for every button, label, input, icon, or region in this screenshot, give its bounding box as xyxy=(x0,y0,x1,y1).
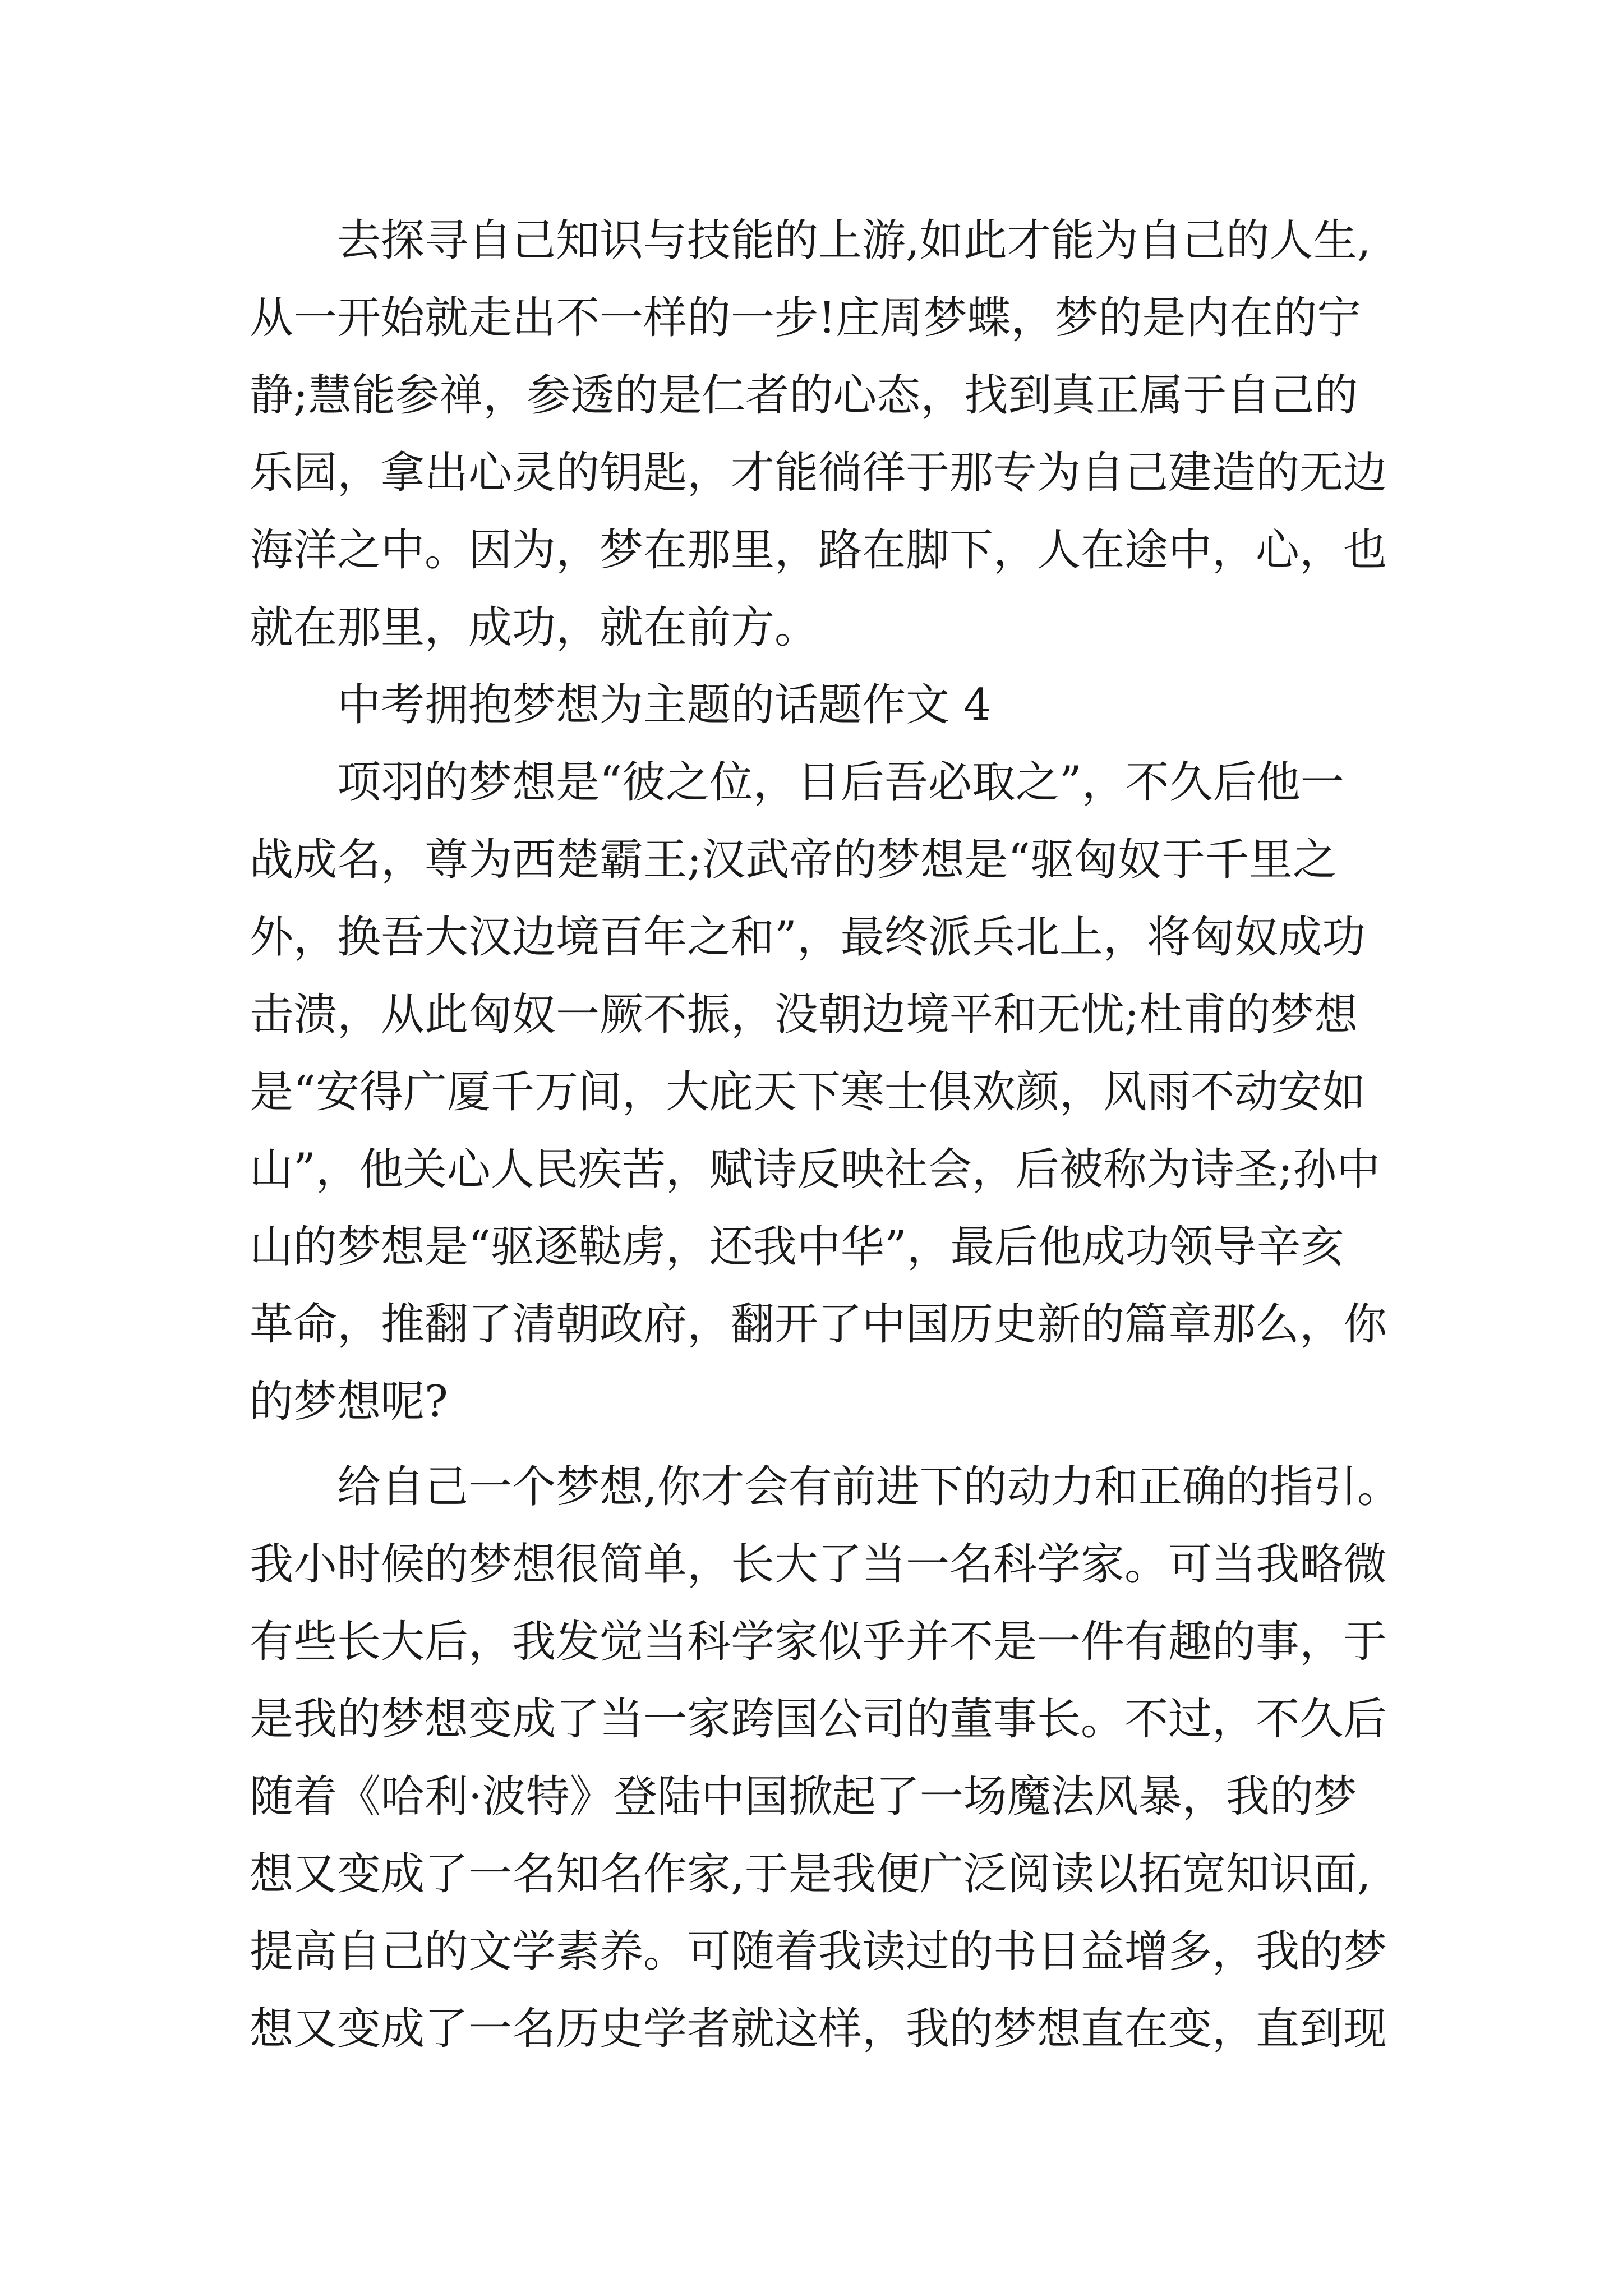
text-line: 山的梦想是“驱逐鞑虏，还我中华”，最后他成功领导辛亥 xyxy=(250,1222,1344,1272)
paragraph xyxy=(250,202,1438,666)
text-line: 击溃，从此匈奴一厥不振，没朝边境平和无忧;杜甫的梦想 xyxy=(250,990,1358,1040)
paragraph xyxy=(250,744,1438,1441)
text-line: 项羽的梦想是“彼之位，日后吾必取之”，不久后他一 xyxy=(337,757,1344,808)
text-line: 革命，推翻了清朝政府，翻开了中国历史新的篇章那么，你 xyxy=(250,1299,1387,1350)
text-line: 是“安得广厦千万间，大庇天下寒士俱欢颜，风雨不动安如 xyxy=(250,1067,1366,1117)
text-line: 给自己一个梦想,你才会有前进下的动力和正确的指引。 xyxy=(337,1462,1401,1512)
heading-text: 中考拥抱梦想为主题的话题作文 4 xyxy=(337,680,992,730)
text-line: 外，换吾大汉边境百年之和”，最终派兵北上，将匈奴成功 xyxy=(250,912,1366,963)
text-line: 静;慧能参禅，参透的是仁者的心态，找到真正属于自己的 xyxy=(250,370,1358,421)
text-line: 的梦想呢? xyxy=(250,1377,448,1427)
text-line: 是我的梦想变成了当一家跨国公司的董事长。不过，不久后 xyxy=(250,1694,1387,1745)
text-line: 山”，他关心人民疾苦，赋诗反映社会，后被称为诗圣;孙中 xyxy=(250,1144,1381,1195)
text-line: 就在那里，成功，就在前方。 xyxy=(250,602,819,653)
text-line: 想又变成了一名知名作家,于是我便广泛阅读以拓宽知识面, xyxy=(250,1849,1371,1899)
text-line: 有些长大后，我发觉当科学家似乎并不是一件有趣的事，于 xyxy=(250,1617,1387,1667)
text-line: 提高自己的文学素养。可随着我读过的书日益增多，我的梦 xyxy=(250,1926,1387,1977)
paragraph xyxy=(250,1448,1438,2068)
text-line: 我小时候的梦想很简单，长大了当一名科学家。可当我略微 xyxy=(250,1539,1387,1590)
document-body xyxy=(250,202,1438,2068)
text-line: 海洋之中。因为，梦在那里，路在脚下，人在途中，心，也 xyxy=(250,525,1387,576)
text-line: 去探寻自己知识与技能的上游,如此才能为自己的人生, xyxy=(337,215,1371,266)
text-line: 想又变成了一名历史学者就这样，我的梦想直在变，直到现 xyxy=(250,2004,1387,2054)
text-line: 乐园，拿出心灵的钥匙，才能徜徉于那专为自己建造的无边 xyxy=(250,448,1387,498)
text-line: 从一开始就走出不一样的一步!庄周梦蝶，梦的是内在的宁 xyxy=(250,293,1361,343)
essay-heading xyxy=(250,666,1438,744)
text-line: 战成名，尊为西楚霸王;汉武帝的梦想是“驱匈奴于千里之 xyxy=(250,835,1337,885)
text-line: 随着《哈利·波特》登陆中国掀起了一场魔法风暴，我的梦 xyxy=(250,1772,1357,1822)
